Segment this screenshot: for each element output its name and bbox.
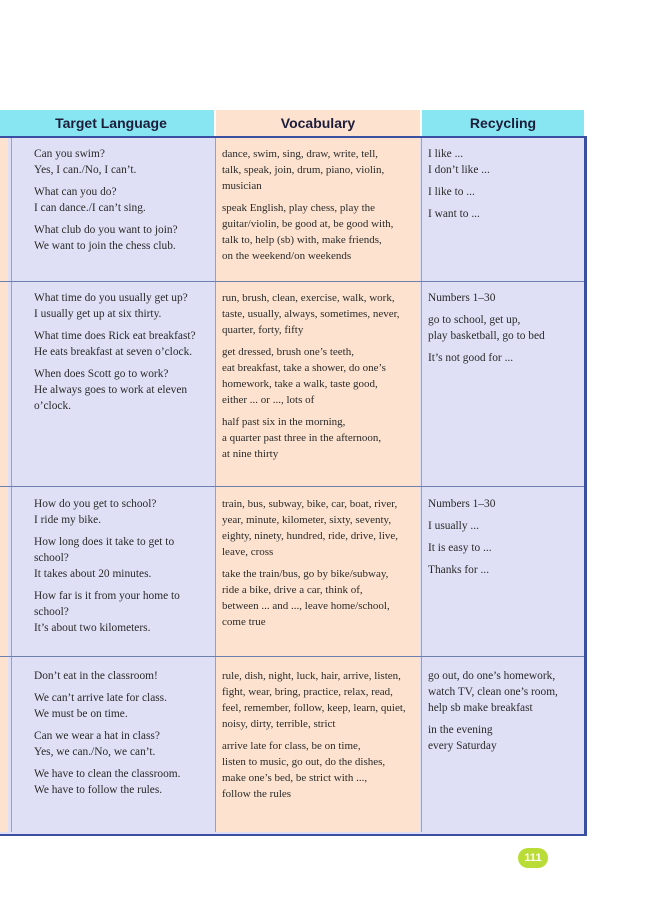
text-line: go out, do one’s homework,: [428, 670, 556, 682]
text-line: musician: [222, 180, 262, 192]
recycling-entry: [428, 290, 580, 306]
text-line: How long does it take to get to: [34, 536, 175, 548]
target-entry: [34, 766, 212, 798]
text-line: get dressed, brush one’s teeth,: [222, 346, 354, 358]
text-line: I can dance./I can’t sing.: [34, 202, 146, 214]
target-entry: [34, 496, 212, 528]
recycling-entry: [428, 350, 580, 366]
column-divider: [11, 138, 12, 832]
recycling-entry: [428, 146, 580, 178]
vocab-entry: [222, 496, 418, 560]
text-line: on the weekend/on weekends: [222, 250, 352, 262]
target-entry: [34, 328, 212, 360]
text-line: Yes, I can./No, I can’t.: [34, 164, 137, 176]
target-entry: [34, 146, 212, 178]
target-entry: [34, 222, 212, 254]
text-line: We want to join the chess club.: [34, 240, 176, 252]
text-line: It’s not good for ...: [428, 352, 514, 364]
text-line: rule, dish, night, luck, hair, arrive, listen,: [222, 670, 401, 682]
text-line: I want to ...: [428, 208, 480, 220]
vocab-entry: [222, 738, 418, 802]
text-line: Yes, we can./No, we can’t.: [34, 746, 156, 758]
text-line: taste, usually, always, sometimes, never,: [222, 308, 400, 320]
text-line: What time do you usually get up?: [34, 292, 188, 304]
text-line: Don’t eat in the classroom!: [34, 670, 158, 682]
row-divider: [0, 281, 584, 282]
text-line: fight, wear, bring, practice, relax, read,: [222, 686, 393, 698]
vocab-entry: [222, 146, 418, 194]
text-line: talk, speak, join, drum, piano, violin,: [222, 164, 385, 176]
cell-recycling: [428, 496, 580, 584]
text-line: I don’t like ...: [428, 164, 490, 176]
cell-recycling: [428, 668, 580, 760]
cell-vocab: [222, 496, 418, 636]
cell-vocab: [222, 290, 418, 468]
recycling-entry: [428, 668, 580, 716]
cell-recycling: [428, 290, 580, 372]
text-line: between ... and ..., leave home/school,: [222, 600, 390, 612]
recycling-entry: [428, 540, 580, 556]
cell-target: [34, 496, 212, 642]
text-line: listen to music, go out, do the dishes,: [222, 756, 386, 768]
text-line: It takes about 20 minutes.: [34, 568, 152, 580]
text-line: guitar/violin, be good at, be good with,: [222, 218, 394, 230]
text-line: It’s about two kilometers.: [34, 622, 151, 634]
vocab-entry: [222, 414, 418, 462]
header-recycling: Recycling: [422, 110, 584, 136]
recycling-entry: [428, 722, 580, 754]
text-line: How do you get to school?: [34, 498, 157, 510]
text-line: ride a bike, drive a car, think of,: [222, 584, 363, 596]
row-divider: [0, 486, 584, 487]
text-line: dance, swim, sing, draw, write, tell,: [222, 148, 378, 160]
text-line: speak English, play chess, play the: [222, 202, 376, 214]
target-entry: [34, 690, 212, 722]
column-divider: [215, 138, 216, 832]
header-target-language: Target Language: [8, 110, 214, 136]
text-line: follow the rules: [222, 788, 292, 800]
text-line: play basketball, go to bed: [428, 330, 545, 342]
row-divider: [0, 656, 584, 657]
header-vocabulary: Vocabulary: [216, 110, 420, 136]
text-line: take the train/bus, go by bike/subway,: [222, 568, 389, 580]
text-line: Numbers 1–30: [428, 498, 496, 510]
text-line: leave, cross: [222, 546, 274, 558]
text-line: homework, take a walk, taste good,: [222, 378, 378, 390]
text-line: Numbers 1–30: [428, 292, 496, 304]
text-line: We must be on time.: [34, 708, 128, 720]
header-left-strip: [0, 110, 8, 136]
recycling-entry: [428, 312, 580, 344]
text-line: Can you swim?: [34, 148, 105, 160]
text-line: How far is it from your home to: [34, 590, 180, 602]
recycling-entry: [428, 496, 580, 512]
text-line: I like ...: [428, 148, 464, 160]
text-line: half past six in the morning,: [222, 416, 346, 428]
text-line: What can you do?: [34, 186, 117, 198]
text-line: talk to, help (sb) with, make friends,: [222, 234, 382, 246]
cell-target: [34, 290, 212, 420]
text-line: I usually get up at six thirty.: [34, 308, 162, 320]
text-line: Thanks for ...: [428, 564, 490, 576]
text-line: year, minute, kilometer, sixty, seventy,: [222, 514, 392, 526]
text-line: at nine thirty: [222, 448, 279, 460]
recycling-entry: [428, 184, 580, 200]
text-line: I ride my bike.: [34, 514, 102, 526]
text-line: a quarter past three in the afternoon,: [222, 432, 382, 444]
target-entry: [34, 588, 212, 636]
text-line: either ... or ..., lots of: [222, 394, 315, 406]
text-line: When does Scott go to work?: [34, 368, 169, 380]
target-entry: [34, 290, 212, 322]
text-line: eat breakfast, take a shower, do one’s: [222, 362, 386, 374]
text-line: It is easy to ...: [428, 542, 492, 554]
text-line: every Saturday: [428, 740, 497, 752]
text-line: arrive late for class, be on time,: [222, 740, 361, 752]
text-line: What club do you want to join?: [34, 224, 178, 236]
text-line: We have to follow the rules.: [34, 784, 163, 796]
text-line: feel, remember, follow, keep, learn, quiet,: [222, 702, 406, 714]
text-line: We have to clean the classroom.: [34, 768, 181, 780]
target-entry: [34, 366, 212, 414]
vocab-entry: [222, 290, 418, 338]
text-line: What time does Rick eat breakfast?: [34, 330, 196, 342]
cell-vocab: [222, 668, 418, 808]
recycling-entry: [428, 206, 580, 222]
vocab-entry: [222, 344, 418, 408]
text-line: come true: [222, 616, 266, 628]
text-line: school?: [34, 606, 69, 618]
text-line: I like to ...: [428, 186, 475, 198]
column-divider: [421, 138, 422, 832]
text-line: in the evening: [428, 724, 493, 736]
text-line: He always goes to work at eleven: [34, 384, 188, 396]
text-line: school?: [34, 552, 69, 564]
page-number-badge: 111: [518, 848, 548, 868]
target-entry: [34, 534, 212, 582]
cell-vocab: [222, 146, 418, 270]
text-line: We can’t arrive late for class.: [34, 692, 167, 704]
text-line: train, bus, subway, bike, car, boat, river,: [222, 498, 398, 510]
recycling-entry: [428, 562, 580, 578]
cell-target: [34, 146, 212, 260]
recycling-entry: [428, 518, 580, 534]
text-line: o’clock.: [34, 400, 72, 412]
text-line: run, brush, clean, exercise, walk, work,: [222, 292, 395, 304]
vocab-entry: [222, 566, 418, 630]
vocab-entry: [222, 668, 418, 732]
text-line: go to school, get up,: [428, 314, 521, 326]
text-line: make one’s bed, be strict with ...,: [222, 772, 368, 784]
left-column-strip: [0, 138, 8, 832]
vocab-entry: [222, 200, 418, 264]
text-line: help sb make breakfast: [428, 702, 533, 714]
target-entry: [34, 668, 212, 684]
text-line: quarter, forty, fifty: [222, 324, 304, 336]
cell-target: [34, 668, 212, 804]
text-line: noisy, dirty, terrible, strict: [222, 718, 336, 730]
text-line: I usually ...: [428, 520, 479, 532]
text-line: He eats breakfast at seven o’clock.: [34, 346, 193, 358]
text-line: eighty, ninety, hundred, ride, drive, live,: [222, 530, 399, 542]
cell-recycling: [428, 146, 580, 228]
text-line: Can we wear a hat in class?: [34, 730, 160, 742]
target-entry: [34, 184, 212, 216]
target-entry: [34, 728, 212, 760]
text-line: watch TV, clean one’s room,: [428, 686, 558, 698]
